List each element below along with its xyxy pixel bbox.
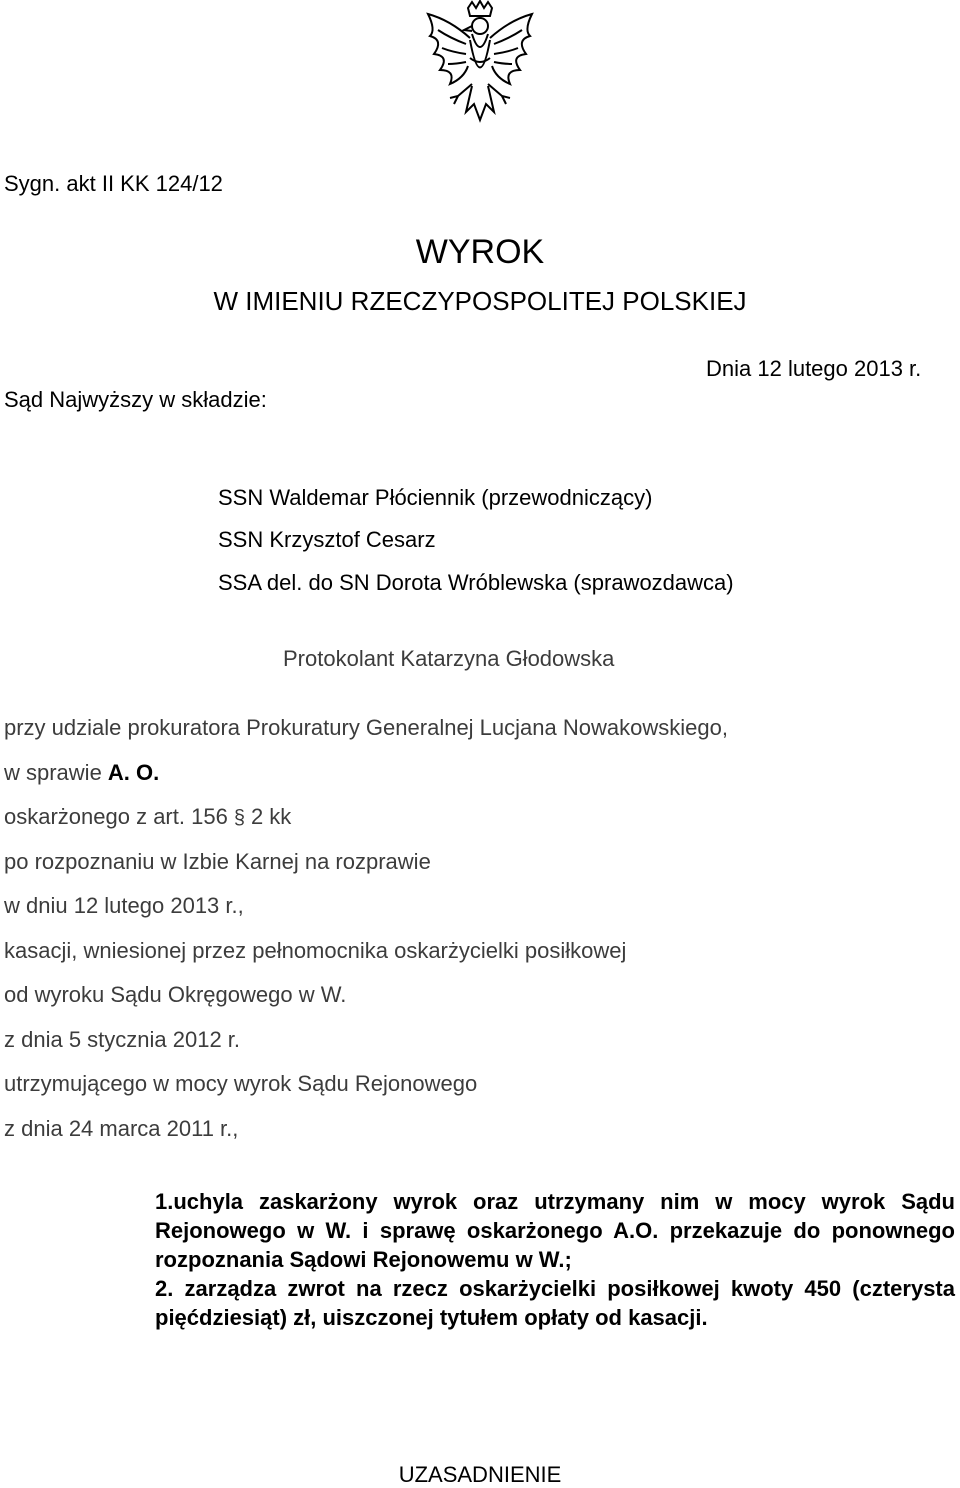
matter-name: A. O. [107, 760, 160, 785]
document-title: WYROK [415, 233, 545, 271]
judgment-of-line: od wyroku Sądu Okręgowego w W. [4, 982, 347, 1007]
court-clerk: Protokolant Katarzyna Głodowska [283, 646, 615, 671]
hearing-date-line [4, 893, 244, 919]
judgment-date: Dnia 12 lutego 2013 r. [706, 356, 922, 381]
ruling-point-2: 2. zarządza zwrot na rzecz oskarżycielki posiłkowej kwoty 450 (czterysta pięćdziesiąt) zł, uiszczonej tytułem opłaty od kasacji. [155, 1276, 955, 1330]
judge-presiding: SSN Waldemar Płóciennik (przewodniczący) [218, 485, 653, 510]
ruling-section [155, 1187, 955, 1332]
hearing-line: po rozpoznaniu w Izbie Karnej na rozprawie [4, 849, 431, 874]
appeal-line: kasacji, wniesionej przez pełnomocnika oskarżycielki posiłkowej [4, 938, 627, 963]
matter-line [4, 760, 159, 786]
case-signature: Sygn. akt II KK 124/12 [4, 171, 223, 196]
upholding-line: utrzymującego w mocy wyrok Sądu Rejonowego [4, 1071, 478, 1096]
matter-prefix: w sprawie [4, 760, 108, 785]
judge-rapporteur: SSA del. do SN Dorota Wróblewska (sprawozdawca) [218, 570, 734, 595]
ruling-point-1: 1.uchyla zaskarżony wyrok oraz utrzymany nim w mocy wyrok Sądu Rejonowego w W. i sprawę oskarżonego A.O. przekazuje do ponownego rozpoznania Sądowi Rejonowemu w W.; [155, 1189, 955, 1272]
section-symbol: § [233, 807, 245, 829]
prosecutor-line: przy udziale prokuratora Prokuratury Generalnej Lucjana Nowakowskiego, [4, 715, 728, 740]
upholding-date-line: z dnia 24 marca 2011 r., [4, 1116, 239, 1141]
charge-suffix: 2 kk [250, 804, 292, 829]
judge-member: SSN Krzysztof Cesarz [218, 527, 436, 552]
charge-prefix: oskarżonego z art. 156 [4, 804, 228, 829]
charge-line [4, 804, 291, 831]
polish-eagle-emblem-icon [410, 0, 550, 135]
hearing-date: w dniu 12 lutego 2013 r. [4, 893, 238, 918]
justification-heading: UZASADNIENIE [398, 1462, 562, 1487]
document-subtitle: W IMIENIU RZECZYPOSPOLITEJ POLSKIEJ [213, 286, 747, 316]
court-composition-label: Sąd Najwyższy w składzie: [4, 387, 267, 412]
hearing-date-suffix: , [237, 893, 244, 918]
judgment-date-line: z dnia 5 stycznia 2012 r. [4, 1027, 241, 1052]
